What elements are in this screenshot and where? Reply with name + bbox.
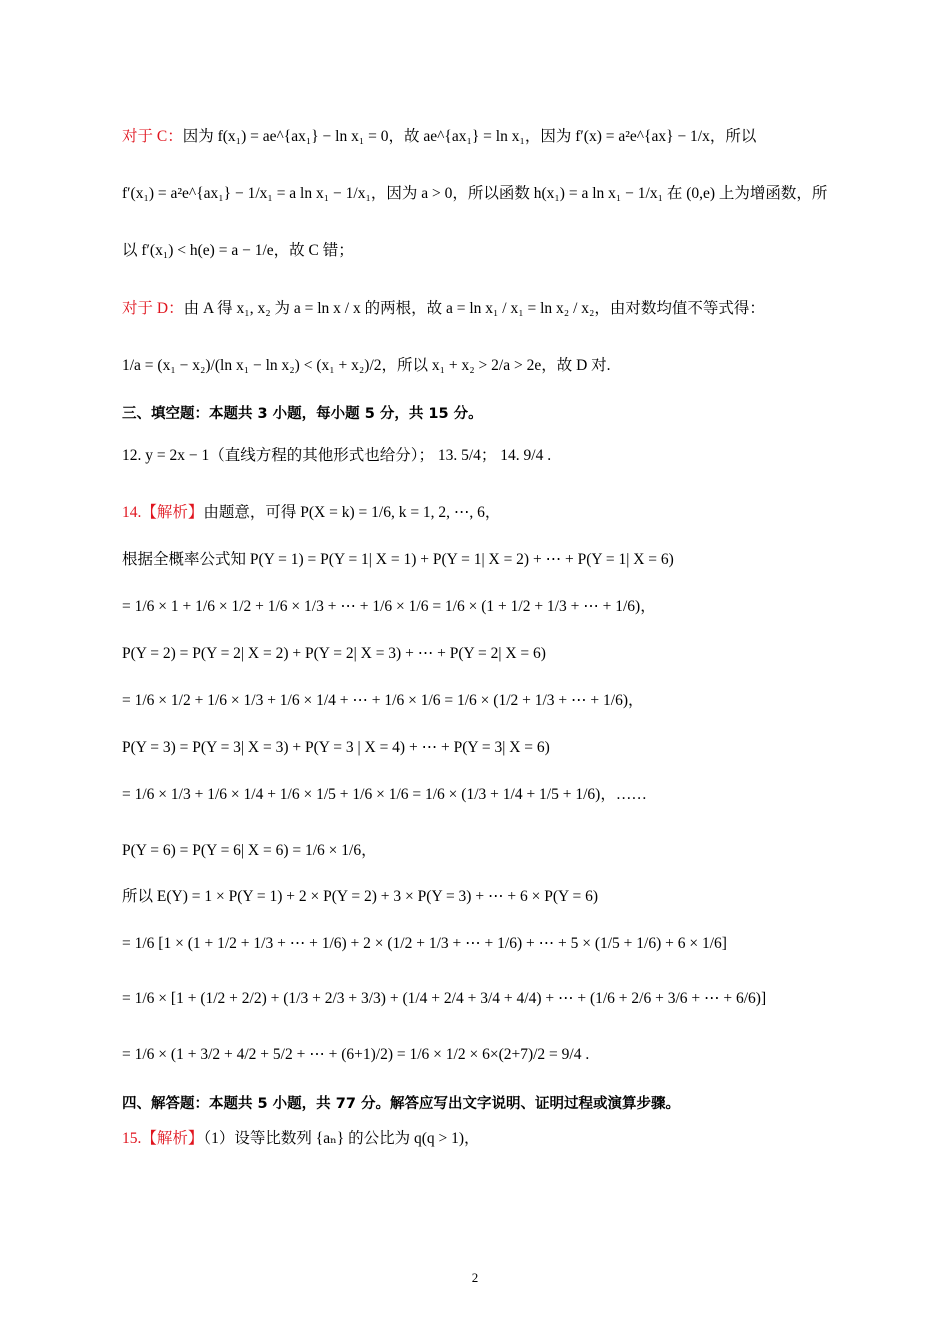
q14-line-5: = 1/6 × 1/2 + 1/6 × 1/3 + 1/6 × 1/4 + ⋯ + 1/6 × 1/6 = 1/6 × (1/2 + 1/3 + ⋯ + 1/6)， (122, 692, 644, 709)
q14-line-8: P(Y = 6) = P(Y = 6| X = 6) = 1/6 × 1/6， (122, 842, 377, 859)
q15-label: 15.【解析】 (122, 1130, 204, 1147)
page-number: 2 (471, 1270, 479, 1285)
option-c-text-2: f′(x₁) = a²e^{ax₁} − 1/x₁ = a ln x₁ − 1/x₁，因为 a > 0，所以函数 h(x₁) = a ln x₁ − 1/x₁ 在 (0,e) 上为增函数，所 (122, 185, 828, 202)
q14-line-2: 根据全概率公式知 P(Y = 1) = P(Y = 1| X = 1) + P(Y = 1| X = 2) + ⋯ + P(Y = 1| X = 6) (122, 551, 674, 568)
option-d-label: 对于 D： (122, 300, 184, 317)
q14-line-10: = 1/6 [1 × (1 + 1/2 + 1/3 + ⋯ + 1/6) + 2 × (1/2 + 1/3 + ⋯ + 1/6) + ⋯ + 5 × (1/5 + 1/6) + 6 × 1/6] (122, 935, 727, 952)
q14-label: 14.【解析】 (122, 504, 204, 521)
q14-line-6: P(Y = 3) = P(Y = 3| X = 3) + P(Y = 3 | X = 4) + ⋯ + P(Y = 3| X = 6) (122, 739, 550, 756)
option-d-text-2: 1/a = (x₁ − x₂)/(ln x₁ − ln x₂) < (x₁ + x₂)/2，所以 x₁ + x₂ > 2/a > 2e，故 D 对. (122, 357, 611, 374)
option-c-label: 对于 C： (122, 128, 183, 145)
q15-text-1: （1）设等比数列 {aₙ} 的公比为 q(q > 1)， (203, 1130, 480, 1147)
q14-line-9: 所以 E(Y) = 1 × P(Y = 1) + 2 × P(Y = 2) + 3 × P(Y = 3) + ⋯ + 6 × P(Y = 6) (122, 888, 598, 905)
q14-line-4: P(Y = 2) = P(Y = 2| X = 2) + P(Y = 2| X = 3) + ⋯ + P(Y = 2| X = 6) (122, 645, 546, 662)
section-4-heading: 四、解答题：本题共 5 小题，共 77 分。解答应写出文字说明、证明过程或演算步骤。 (122, 1096, 680, 1112)
q14-text-1: 由题意，可得 P(X = k) = 1/6, k = 1, 2, ⋯, 6， (203, 504, 501, 521)
option-d-line-2 (122, 355, 850, 377)
option-c-text-1: 因为 f(x₁) = ae^{ax₁} − ln x₁ = 0，故 ae^{ax₁} = ln x₁，因为 f′(x) = a²e^{ax} − 1/x，所以 (182, 128, 757, 145)
option-c-line-1 (122, 126, 850, 148)
option-c-text-3: 以 f′(x₁) < h(e) = a − 1/e，故 C 错； (122, 242, 354, 259)
section-3-heading: 三、填空题：本题共 3 小题，每小题 5 分，共 15 分。 (122, 406, 483, 422)
q14-line-3: = 1/6 × 1 + 1/6 × 1/2 + 1/6 × 1/3 + ⋯ + 1/6 × 1/6 = 1/6 × (1 + 1/2 + 1/3 + ⋯ + 1/6)， (122, 598, 656, 615)
option-d-text-1: 由 A 得 x₁, x₂ 为 a = ln x / x 的两根，故 a = ln x₁ / x₁ = ln x₂ / x₂，由对数均值不等式得： (183, 300, 765, 317)
option-d-line-1 (122, 298, 850, 320)
q14-line-7: = 1/6 × 1/3 + 1/6 × 1/4 + 1/6 × 1/5 + 1/6 × 1/6 = 1/6 × (1/3 + 1/4 + 1/5 + 1/6)，…… (122, 786, 647, 803)
option-c-line-3 (122, 240, 850, 262)
fill-blank-answers: 12. y = 2x − 1（直线方程的其他形式也给分）； 13. 5/4； 14. 9/4 . (122, 447, 552, 464)
q14-line-11: = 1/6 × [1 + (1/2 + 2/2) + (1/3 + 2/3 + 3/3) + (1/4 + 2/4 + 3/4 + 4/4) + ⋯ + (1/6 + 2/6 + 3/6 + ⋯ + 6/6)] (122, 990, 767, 1007)
option-c-line-2 (122, 183, 850, 205)
q14-line-1 (122, 502, 850, 524)
q15-line-1 (122, 1128, 850, 1150)
q14-line-12: = 1/6 × (1 + 3/2 + 4/2 + 5/2 + ⋯ + (6+1)/2) = 1/6 × 1/2 × 6×(2+7)/2 = 9/4 . (122, 1046, 590, 1063)
